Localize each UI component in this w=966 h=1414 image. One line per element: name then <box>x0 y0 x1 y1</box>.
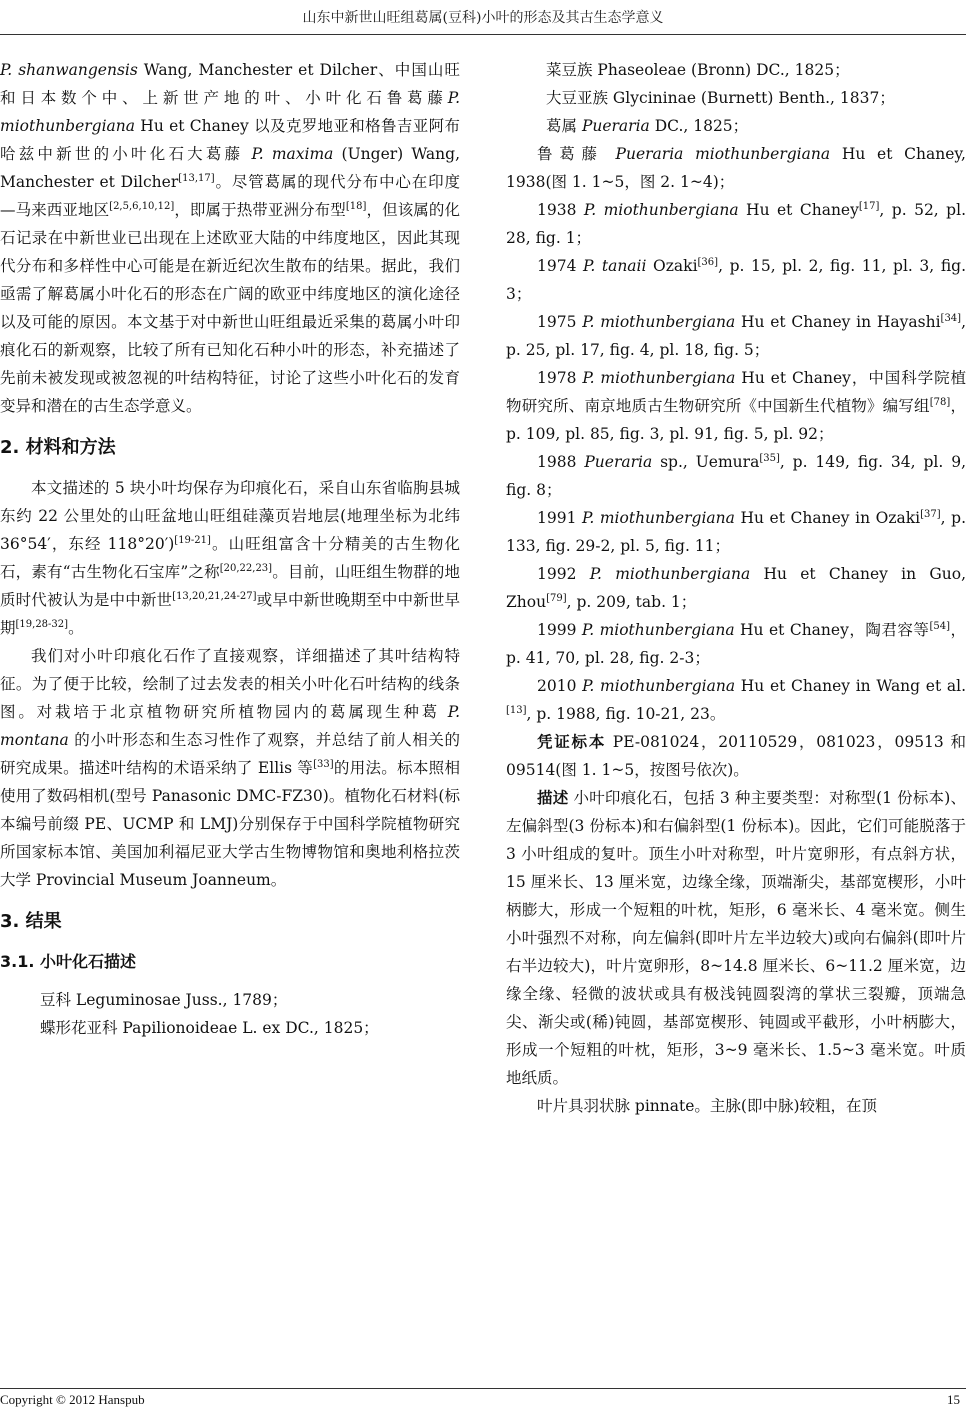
species-name: P. maxima <box>251 145 334 163</box>
footer-rule <box>0 1388 966 1389</box>
species-name: P. miothunbergiana <box>582 509 735 527</box>
text: sp., Uemura <box>652 453 760 471</box>
label-description: 描述 <box>537 789 569 807</box>
species-name: P. miothunbergiana <box>582 369 736 387</box>
species-name: Pueraria miothunbergiana <box>615 145 831 163</box>
citation: [19-21] <box>174 534 211 546</box>
citation: [36] <box>697 256 719 268</box>
text: 的小叶形态和生态习性作了观察，并总结了前人相关的研究成果。描述叶结构的术语采纳了 Ellis 等 <box>0 731 460 777</box>
right-column <box>506 56 966 1120</box>
text: 1938 <box>537 201 584 219</box>
text: 我们对小叶印痕化石作了直接观察，详细描述了其叶结构特征。为了便于比较，绘制了过去发表的相关小叶化石叶结构的线条图。对栽培于北京植物研究所植物园内的葛属现生种葛 <box>0 647 460 721</box>
text: Hu et Chaney in Guo, Zhou <box>506 565 966 611</box>
synonymy-entry <box>506 672 966 728</box>
citation: [20,22,23] <box>219 562 273 574</box>
citation: [37] <box>920 508 941 520</box>
synonymy-entry <box>506 252 966 308</box>
citation: [54] <box>929 620 950 632</box>
citation: [34] <box>940 312 962 324</box>
species-name: P. miothunbergiana <box>0 89 460 135</box>
page-number: 15 <box>947 1392 960 1407</box>
text: Hu et Chaney in Wang et al. <box>735 677 966 695</box>
left-column <box>0 56 460 1042</box>
citation: [78] <box>929 396 951 408</box>
text: 1991 <box>537 509 583 527</box>
species-name: P. tanaii <box>583 257 647 275</box>
text: 2010 <box>537 677 583 695</box>
text: Hu et Chaney，中国科学院植物研究所、南京地质古生物研究所《中国新生代植物》编写组 <box>506 369 966 415</box>
text: , p. 15, pl. 2, fig. 11, pl. 3, fig. 3； <box>506 257 966 303</box>
header-rule <box>0 34 966 35</box>
species-name: Pueraria <box>584 453 653 471</box>
taxon-species <box>506 140 966 196</box>
taxon-genus <box>506 112 966 140</box>
synonymy-entry <box>506 364 966 448</box>
citation: [35] <box>759 452 780 464</box>
text: ，即属于热带亚洲分布型 <box>174 201 346 219</box>
synonymy-entry <box>506 196 966 252</box>
paragraph-venation: 叶片具羽状脉 pinnate。主脉(即中脉)较粗，在顶 <box>537 1097 878 1115</box>
text: Hu et Chaney in Hayashi <box>735 313 941 331</box>
text: 。山旺组富含十分精美的古生物化石，素有“古生物化石宝库”之称 <box>0 535 460 581</box>
taxon-tribe: 菜豆族 Phaseoleae (Bronn) DC., 1825； <box>546 61 850 79</box>
text: 小叶印痕化石，包括 3 种主要类型：对称型(1 份标本)、左偏斜型(3 份标本)和右偏斜型(1 份标本)。因此，它们可能脱落于 3 小叶组成的复叶。顶生小叶对称型，叶片宽卵形，有点斜方状，15 厘米长、13 厘米宽，边缘全缘，顶端渐尖，基部宽楔形，小叶柄膨大，形成一个短粗的叶枕，矩形，6 毫米长、4 毫米宽。侧生小叶强烈不对称，向左偏斜(即叶片左半边较大)或向右偏斜(即叶片右半边较大)，叶片宽卵形，8~14.8 厘米长、6~11.2 厘米宽，边缘全缘、轻微的波状或具有极浅钝圆裂湾的掌状三裂瓣，顶端急尖、渐尖或(稀)钝圆，基部宽楔形、钝圆或平截形，小叶柄膨大，形成一个短粗的叶枕，矩形，3~9 毫米长、1.5~3 毫米宽。叶质地纸质。 <box>506 789 966 1087</box>
text: Hu et Chaney <box>738 201 859 219</box>
text: , p. 149, fig. 34, pl. 9, fig. 8； <box>506 453 966 499</box>
species-name: P. miothunbergiana <box>589 565 751 583</box>
text: 的用法。标本照相使用了数码相机(型号 Panasonic DMC-FZ30)。植物化石材料(标本编号前缀 PE、UCMP 和 LMJ)分别保存于中国科学院植物研究所国家标本馆、美国加利福尼亚大学古生物博物馆和奥地利格拉茨大学 Provincial Museum Joanneum。 <box>0 759 460 889</box>
text: , p. 1988, fig. 10-21, 23。 <box>526 705 726 723</box>
text: 1999 <box>537 621 582 639</box>
text: 。 <box>68 619 84 637</box>
text: 葛属 <box>546 117 582 135</box>
taxon-subfamily: 蝶形花亚科 Papilionoideae L. ex DC., 1825； <box>40 1019 379 1037</box>
text: 。目前，山旺组生物群的地质时代被认为是中中新世 <box>0 563 460 609</box>
citation: [19,28-32] <box>15 618 69 630</box>
citation: [33] <box>313 758 334 770</box>
text: Hu et Chaney 以及克罗地亚和格鲁吉亚阿布哈兹中新世的小叶化石大葛藤 <box>0 117 460 163</box>
paragraph-voucher <box>506 728 966 784</box>
text: 1975 <box>537 313 583 331</box>
text: 。尽管葛属的现代分布中心在印度—马来西亚地区 <box>0 173 460 219</box>
species-name: P. montana <box>0 703 460 749</box>
text: Hu et Chaney，陶君容等 <box>734 621 930 639</box>
text: ，但该属的化石记录在中新世业已出现在上述欧亚大陆的中纬度地区，因此其现代分布和多样性中心可能是在新近纪次生散布的结果。据此，我们亟需了解葛属小叶化石的形态在广阔的欧亚中纬度地区的演化途径以及可能的原因。本文基于对中新世山旺组最近采集的葛属小叶印痕化石的新观察，比较了所有已知化石种小叶的形态，补充描述了先前未被发现或被忽视的叶结构特征，讨论了这些小叶化石的发育变异和潜在的古生态学意义。 <box>0 201 460 415</box>
synonymy-entry <box>506 308 966 364</box>
synonymy-entry <box>506 448 966 504</box>
citation: [13,20,21,24-27] <box>172 590 257 602</box>
text: 或早中新世晚期至中中新世早期 <box>0 591 460 637</box>
citation: [17] <box>858 200 880 212</box>
species-name: P. miothunbergiana <box>583 201 739 219</box>
text: PE-081024，20110529，081023，09513 和 09514(图 1. 1~5，按图号依次)。 <box>506 733 966 779</box>
text: , p. 209, tab. 1； <box>566 593 697 611</box>
synonymy-entry <box>506 616 966 672</box>
text: Wang, Manchester et Dilcher、中国山旺和日本数个中、上新世产地的叶、小叶化石鲁葛藤 <box>0 61 460 107</box>
synonymy-entry <box>506 560 966 616</box>
text: 1988 <box>537 453 585 471</box>
paragraph-intro <box>0 56 460 420</box>
text: 鲁葛藤 <box>537 145 616 163</box>
section-heading-results: 3. 结果 <box>0 911 62 932</box>
species-name: P. miothunbergiana <box>582 677 736 695</box>
citation: [18] <box>345 200 367 212</box>
copyright: Copyright © 2012 Hanspub <box>0 1392 145 1407</box>
citation: [79] <box>546 592 567 604</box>
section-heading-methods: 2. 材料和方法 <box>0 437 116 458</box>
subsection-heading: 3.1. 小叶化石描述 <box>0 952 136 971</box>
text: ， p. 41, 70, pl. 28, fig. 2-3； <box>506 621 966 667</box>
text: , p. 133, fig. 29-2, pl. 5, fig. 11； <box>506 509 966 555</box>
text: , p. 52, pl. 28, fig. 1； <box>506 201 966 247</box>
text: 1992 <box>537 565 590 583</box>
paragraph-description <box>506 784 966 1092</box>
citation: [2,5,6,10,12] <box>109 200 175 212</box>
citation: [13,17] <box>178 172 215 184</box>
text: , p. 25, pl. 17, fig. 4, pl. 18, fig. 5； <box>506 313 966 359</box>
taxon-subtribe: 大豆亚族 Glycininae (Burnett) Benth., 1837； <box>546 89 895 107</box>
text: Hu et Chaney, 1938(图 1. 1~5，图 2. 1~4)； <box>506 145 966 191</box>
species-name: P. miothunbergiana <box>582 313 736 331</box>
text: Hu et Chaney in Ozaki <box>734 509 921 527</box>
text: DC., 1825； <box>649 117 749 135</box>
text: (Unger) Wang, Manchester et Dilcher <box>0 145 460 191</box>
text: 1978 <box>537 369 583 387</box>
paragraph-methods <box>0 642 460 894</box>
species-name: P. shanwangensis <box>0 61 138 79</box>
species-name: P. miothunbergiana <box>581 621 735 639</box>
text: 本文描述的 5 块小叶均保存为印痕化石，采自山东省临朐县城东约 22 公里处的山旺盆地山旺组硅藻页岩地层(地理坐标为北纬 36°54′，东经 118°20′) <box>0 479 460 553</box>
text: Ozaki <box>646 257 698 275</box>
running-header: 山东中新世山旺组葛属(豆科)小叶的形态及其古生态学意义 <box>302 10 664 26</box>
citation: [13] <box>506 704 527 716</box>
text: 1974 <box>537 257 584 275</box>
species-name: Pueraria <box>581 117 650 135</box>
label-voucher: 凭证标本 <box>537 733 607 751</box>
synonymy-entry <box>506 504 966 560</box>
taxon-family: 豆科 Leguminosae Juss., 1789； <box>40 991 288 1009</box>
text: ，p. 109, pl. 85, fig. 3, pl. 91, fig. 5, pl. 92； <box>506 397 966 443</box>
paragraph-materials <box>0 474 460 642</box>
